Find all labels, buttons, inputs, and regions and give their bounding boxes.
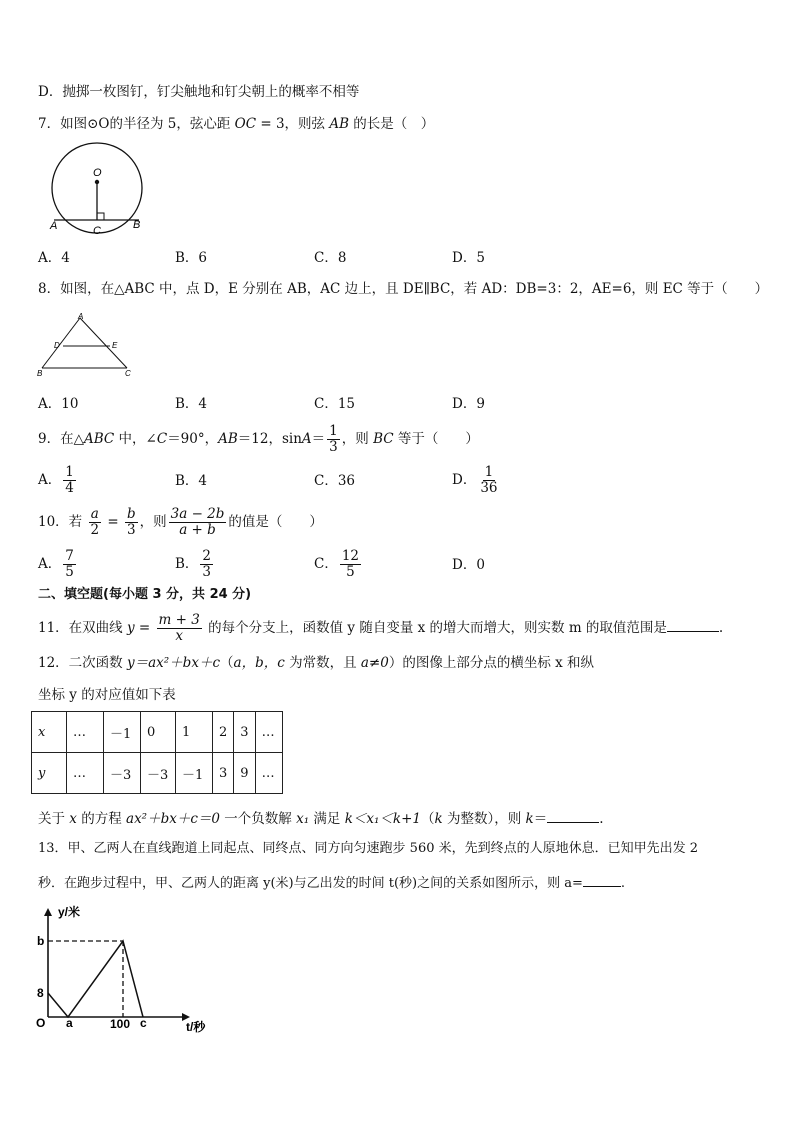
q12-cond: a≠0 (360, 655, 389, 671)
q12-q-eq: ax²＋bx＋c＝0 (126, 811, 220, 827)
table-cell: y (32, 753, 67, 794)
q12-table-row-x (32, 712, 283, 753)
q12-q-k2: k (525, 811, 534, 827)
q10-fraction-a2 (88, 507, 101, 538)
q10-option-b-num: 2 (202, 548, 212, 564)
q12-subquestion (38, 808, 604, 828)
q10-f2-num: b (126, 506, 136, 522)
q11-pre: 11．在双曲线 (38, 620, 127, 636)
q8-label-d: D (54, 341, 60, 350)
q10-option-c-label: C． (314, 556, 338, 572)
q13-eight-label: 8 (37, 986, 44, 1000)
q9-mid2: ＝90°， (167, 431, 219, 447)
q8-option-d: D．9 (452, 396, 485, 412)
q9-pre: 9．在△ (38, 431, 84, 447)
table-cell: －1 (104, 712, 141, 753)
q7-post: 的长是（ ） (349, 116, 435, 132)
q7-option-b: B．6 (175, 250, 208, 266)
q9-mid4: ，则 (341, 431, 374, 447)
q9-option-c: C．36 (314, 473, 356, 489)
q12-q-ineq: k＜x₁＜k+1 (344, 811, 422, 827)
q7-oc: OC (234, 116, 257, 132)
q7-circle-figure (44, 142, 154, 238)
q8-label-b: B (37, 369, 43, 378)
q10-option-a-label: A． (38, 556, 62, 572)
q9-mid3: ＝12，sin (237, 431, 302, 447)
q11-frac-num: m + 3 (158, 612, 200, 628)
q9-abc: ABC (83, 431, 115, 447)
table-cell: … (67, 753, 104, 794)
q10-option-c (314, 548, 363, 580)
q13-origin-label: O (36, 1016, 46, 1030)
q10-f3-num: 3a − 2b (170, 506, 225, 522)
q7-label-a: A (50, 220, 58, 232)
q7-option-d: D．5 (452, 250, 485, 266)
q13-a-label: a (66, 1016, 73, 1030)
q13-distance-graph (30, 900, 220, 1040)
table-cell: 3 (234, 712, 255, 753)
q7-label-o: O (93, 167, 102, 179)
q10-option-a-fraction (63, 549, 76, 580)
q7-option-a: A．4 (38, 250, 70, 266)
q13-line1: 13．甲、乙两人在直线跑道上同起点、同终点、同方向匀速跑步 560 米，先到终点的人原地休息．已知甲先出发 2 (38, 841, 699, 856)
q9-eq: ＝ (311, 431, 326, 447)
q12-q-x: x (69, 811, 77, 827)
q12-question (38, 654, 594, 672)
q9-fraction (327, 424, 340, 455)
q9-a: A (301, 431, 312, 447)
q12-q-mid6: ＝ (533, 811, 548, 827)
q7-pre: 7．如图⊙ (38, 116, 99, 132)
table-cell: －3 (104, 753, 141, 794)
q13-line2-pre: 秒．在跑步过程中，甲、乙两人的距离 y(米)与乙出发的时间 t(秒)之间的关系如图所示，则 a= (38, 876, 583, 891)
q9-option-a-den: 4 (65, 480, 74, 496)
q12-q-end: . (599, 811, 604, 827)
q9-option-a (38, 464, 78, 496)
table-cell: 3 (213, 753, 234, 794)
q10-fraction-expr (169, 507, 227, 538)
q11-answer-blank[interactable] (667, 617, 719, 632)
q10-eq: = (103, 514, 123, 530)
q11-fraction (157, 613, 202, 644)
q9-post: 等于（ ） (393, 431, 479, 447)
q13-line2-end: . (620, 876, 626, 891)
q10-f3-den: a + b (179, 522, 216, 538)
q10-mid: ，则 (139, 514, 167, 530)
q12-pre: 12．二次函数 (38, 655, 127, 671)
q8-triangle-figure (36, 312, 136, 378)
q9-mid1: 中，∠ (114, 431, 157, 447)
table-cell: x (32, 712, 67, 753)
q11-question (38, 612, 723, 644)
table-cell: 2 (213, 712, 234, 753)
q6-option-d: D．抛掷一枚图钉，钉尖触地和钉尖朝上的概率不相等 (38, 84, 360, 100)
q7-mid: 的半径为 5，弦心距 (109, 116, 235, 132)
q10-option-a-den: 5 (65, 564, 74, 580)
q9-bc: BC (373, 431, 394, 447)
q10-question (38, 506, 323, 538)
q8-question: 8．如图，在△ABC 中，点 D，E 分别在 AB，AC 边上，且 DE∥BC，若 AD：DB=3：2，AE=6，则 EC 等于（ ） (38, 281, 769, 297)
q12-q-mid4: （ (421, 811, 435, 827)
q12-table-row-y (32, 753, 283, 794)
q10-option-c-num: 12 (341, 548, 360, 564)
q10-f1-den: 2 (90, 522, 100, 538)
table-cell: … (255, 712, 282, 753)
q12-q-pre: 关于 (38, 811, 70, 827)
q12-q-mid2: 一个负数解 (220, 811, 297, 827)
q10-option-c-fraction (340, 549, 361, 580)
q10-option-b-den: 3 (202, 564, 212, 580)
q9-question (38, 423, 479, 455)
q10-fraction-b3 (125, 507, 138, 538)
q11-end: . (718, 620, 724, 636)
q10-option-b (175, 548, 215, 580)
q9-option-d-fraction (478, 465, 499, 496)
q10-f1-num: a (90, 506, 99, 522)
q7-option-c: C．8 (314, 250, 347, 266)
q11-post: 的每个分支上，函数值 y 随自变量 x 的增大而增大，则实数 m 的取值范围是 (203, 620, 667, 636)
q12-q-mid: 的方程 (76, 811, 127, 827)
q13-x-axis-label: t/秒 (186, 1020, 206, 1034)
table-cell: 1 (176, 712, 213, 753)
q8-option-c: C．15 (314, 396, 356, 412)
q9-option-d-num: 1 (484, 464, 494, 480)
q12-q-mid5: 为整数），则 (442, 811, 526, 827)
q9-frac-num: 1 (329, 423, 338, 439)
q12-line2: 坐标 y 的对应值如下表 (38, 687, 176, 703)
q9-option-b: B．4 (175, 473, 208, 489)
q7-label-c: C (93, 225, 101, 237)
q10-f2-den: 3 (127, 522, 136, 538)
q11-eq: = (134, 620, 155, 636)
q12-q-x1: x₁ (296, 811, 310, 827)
q9-option-a-num: 1 (65, 464, 74, 480)
q10-option-d: D．0 (452, 557, 485, 573)
q13-answer-blank[interactable] (583, 872, 621, 887)
q13-y-axis-label: y/米 (58, 905, 81, 919)
q7-eq: = 3，则弦 (256, 116, 330, 132)
table-cell: －3 (141, 753, 176, 794)
q11-y: y (126, 620, 135, 636)
q9-option-d-den: 36 (480, 480, 498, 496)
q10-pre: 10．若 (38, 514, 87, 530)
q8-option-b: B．4 (175, 396, 208, 412)
q13-b-label: b (37, 934, 45, 948)
table-cell: 0 (141, 712, 176, 753)
q7-circle-o: O (98, 116, 110, 132)
q13-c-label: c (140, 1016, 147, 1030)
q10-option-b-label: B． (175, 556, 199, 572)
q8-label-c: C (125, 369, 131, 378)
q12-q-mid3: 满足 (309, 811, 345, 827)
table-cell: … (67, 712, 104, 753)
q8-label-a: A (78, 312, 84, 321)
q10-option-b-fraction (200, 549, 213, 580)
q10-option-a-num: 7 (65, 548, 74, 564)
q10-option-c-den: 5 (346, 564, 355, 580)
q10-post: 的值是（ ） (228, 514, 323, 530)
q11-frac-den: x (175, 628, 183, 644)
q12-mid: （ (220, 655, 234, 671)
q12-mid2: 为常数，且 (284, 655, 361, 671)
q7-label-b: B (133, 219, 141, 231)
q12-vars: a，b，c (233, 655, 285, 671)
q12-answer-blank[interactable] (547, 808, 599, 823)
table-cell: 9 (234, 753, 255, 794)
q9-option-a-fraction (63, 465, 76, 496)
q9-option-a-label: A． (38, 472, 62, 488)
q9-ab: AB (218, 431, 238, 447)
q9-c: C (156, 431, 168, 447)
q12-func: y＝ax²＋bx＋c (126, 655, 221, 671)
section-2-heading: 二、填空题(每小题 3 分，共 24 分) (38, 587, 252, 602)
q12-post: ）的图像上部分点的横坐标 x 和纵 (388, 655, 595, 671)
q8-label-e: E (112, 341, 118, 350)
q10-option-a (38, 548, 78, 580)
table-cell: … (255, 753, 282, 794)
q7-ab: AB (329, 116, 350, 132)
q13-line2 (38, 872, 625, 893)
q12-q-k: k (434, 811, 443, 827)
q9-option-d-label: D． (452, 472, 477, 488)
q13-100-label: 100 (110, 1017, 131, 1031)
table-cell: －1 (176, 753, 213, 794)
q9-frac-den: 3 (329, 439, 338, 455)
q8-option-a: A．10 (38, 396, 79, 412)
q12-value-table (31, 711, 283, 794)
q7-question (38, 115, 434, 133)
q9-option-d (452, 464, 502, 496)
